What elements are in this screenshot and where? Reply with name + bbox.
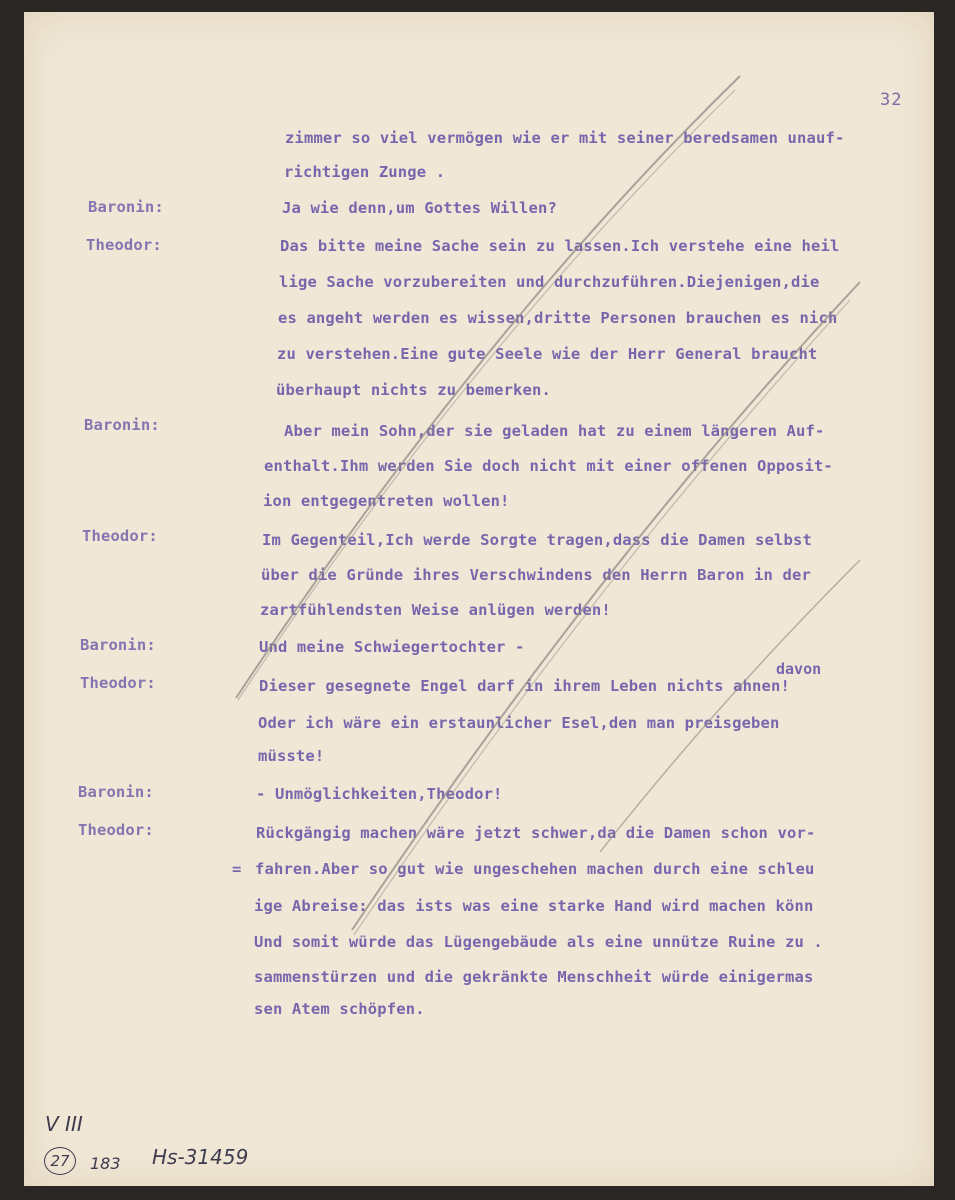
text-line: sen Atem schöpfen. bbox=[254, 1000, 425, 1018]
archive-volume-note: V III bbox=[45, 1112, 83, 1136]
text-line: Und somit würde das Lügengebäude als eine unnütze Ruine zu . bbox=[254, 933, 823, 951]
text-line: Oder ich wäre ein erstaunlicher Esel,den man preisgeben bbox=[258, 714, 780, 732]
text-line: Ja wie denn,um Gottes Willen? bbox=[282, 199, 557, 217]
speaker-baronin: Baronin: bbox=[84, 416, 160, 434]
text-line: über die Gründe ihres Verschwindens den Herrn Baron in der bbox=[261, 566, 811, 584]
speaker-baronin: Baronin: bbox=[88, 198, 164, 216]
speaker-theodor: Theodor: bbox=[80, 674, 156, 692]
text-line: zartfühlendsten Weise anlügen werden! bbox=[260, 601, 611, 619]
speaker-theodor: Theodor: bbox=[82, 527, 158, 545]
text-line: richtigen Zunge . bbox=[284, 163, 446, 181]
speaker-baronin: Baronin: bbox=[78, 783, 154, 801]
text-line: Rückgängig machen wäre jetzt schwer,da die Damen schon vor- bbox=[256, 824, 816, 842]
margin-mark: = bbox=[232, 860, 242, 878]
text-line: fahren.Aber so gut wie ungeschehen machen durch eine schleu bbox=[255, 860, 815, 878]
text-line: zu verstehen.Eine gute Seele wie der Herr General braucht bbox=[277, 345, 818, 363]
text-line: ige Abreise: das ists was eine starke Hand wird machen könn bbox=[254, 897, 814, 915]
text-line: Dieser gesegnete Engel darf in ihrem Leben nichts ahnen! bbox=[259, 677, 790, 695]
text-line: es angeht werden es wissen,dritte Personen brauchen es nich bbox=[278, 309, 838, 327]
text-insertion: davon bbox=[776, 660, 822, 678]
text-line: lige Sache vorzubereiten und durchzuführen.Diejenigen,die bbox=[279, 273, 820, 291]
archive-shelfmark: Hs-31459 bbox=[152, 1145, 249, 1169]
page-number: 32 bbox=[880, 90, 903, 110]
speaker-theodor: Theodor: bbox=[78, 821, 154, 839]
text-line: Aber mein Sohn,der sie geladen hat zu einem längeren Auf- bbox=[284, 422, 825, 440]
text-line: überhaupt nichts zu bemerken. bbox=[276, 381, 551, 399]
text-line: zimmer so viel vermögen wie er mit seiner beredsamen unauf- bbox=[285, 129, 845, 147]
text-line: sammenstürzen und die gekränkte Menschheit würde einigermas bbox=[254, 968, 814, 986]
archive-circled-number: 27 bbox=[44, 1147, 76, 1175]
speaker-baronin: Baronin: bbox=[80, 636, 156, 654]
text-line: Im Gegenteil,Ich werde Sorgte tragen,dass die Damen selbst bbox=[262, 531, 812, 549]
archive-folio-number: 183 bbox=[90, 1154, 121, 1173]
text-line: ion entgegentreten wollen! bbox=[263, 492, 510, 510]
text-line: Und meine Schwiegertochter - bbox=[259, 638, 525, 656]
paper-sheet bbox=[24, 12, 934, 1186]
text-line: - Unmöglichkeiten,Theodor! bbox=[256, 785, 503, 803]
text-line: Das bitte meine Sache sein zu lassen.Ich verstehe eine heil bbox=[280, 237, 840, 255]
speaker-theodor: Theodor: bbox=[86, 236, 162, 254]
text-line: enthalt.Ihm werden Sie doch nicht mit einer offenen Opposit- bbox=[264, 457, 833, 475]
text-line: müsste! bbox=[258, 747, 325, 765]
